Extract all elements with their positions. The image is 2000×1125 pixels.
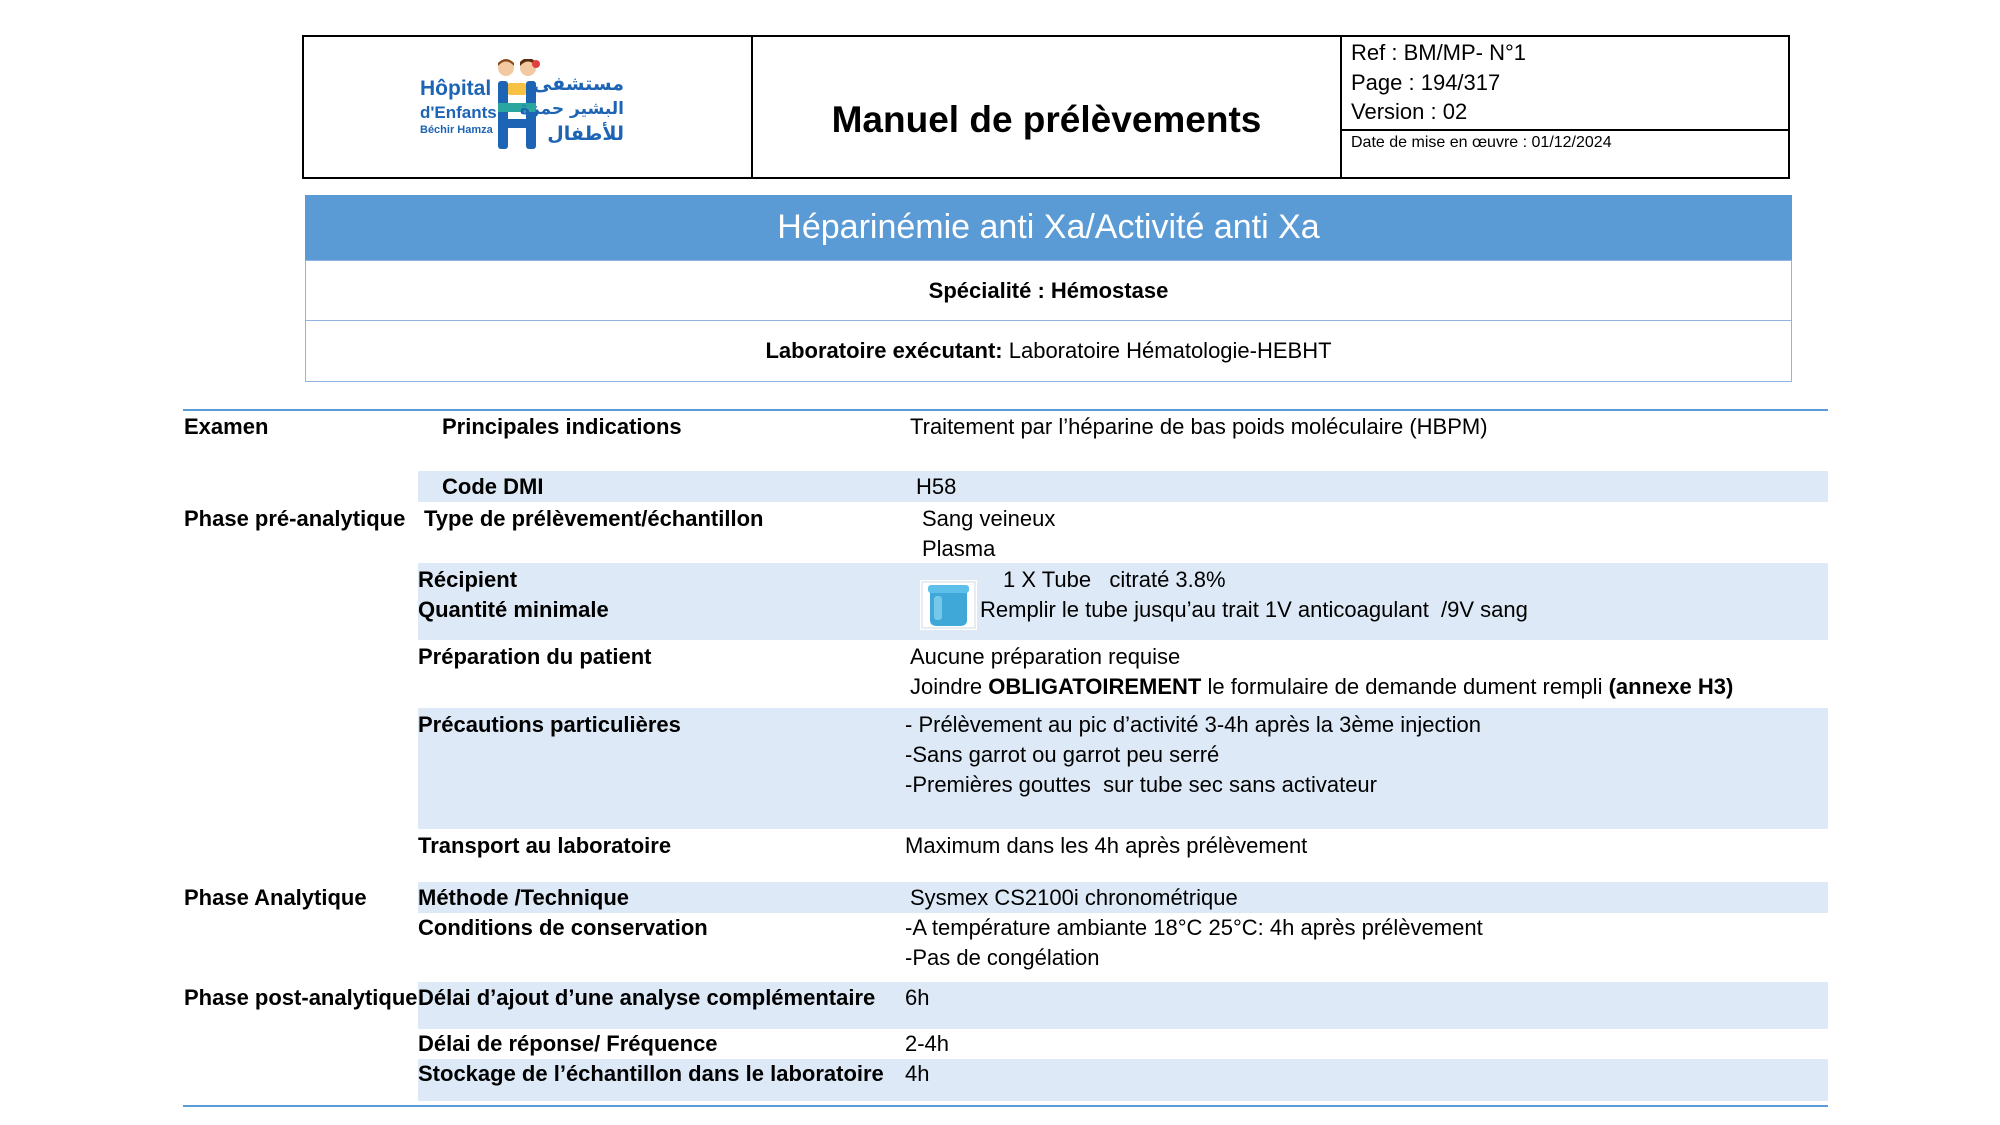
- phase-label: Phase Analytique: [184, 885, 367, 910]
- row-value: Plasma: [922, 536, 996, 561]
- row-label: Transport au laboratoire: [418, 833, 672, 858]
- row-value: Sang veineux: [922, 506, 1056, 531]
- annex-reference: (annexe H3): [1608, 674, 1734, 699]
- row-label: Méthode /Technique: [418, 885, 630, 910]
- laboratory-row: [305, 320, 1792, 382]
- row-value: 1 X Tube citraté 3.8%: [1003, 567, 1226, 592]
- row-label: Préparation du patient: [418, 644, 652, 669]
- row-label: Conditions de conservation: [418, 915, 708, 940]
- header-divider: [1340, 37, 1342, 177]
- laboratory-value: Laboratoire Hématologie-HEBHT: [1008, 338, 1332, 363]
- row-value: - Prélèvement au pic d’activité 3-4h après la 3ème injection: [905, 712, 1481, 737]
- row-label: Récipient: [418, 567, 518, 592]
- row-value: Aucune préparation requise: [910, 644, 1181, 669]
- row-value: Sysmex CS2100i chronométrique: [910, 885, 1238, 910]
- phase-label: Phase pré-analytique: [184, 506, 406, 531]
- row-label: Délai d’ajout d’une analyse complémentaire: [418, 985, 876, 1010]
- row-label: Principales indications: [442, 414, 682, 439]
- logo-text-fr: Hôpital: [420, 77, 492, 100]
- specialty-row: [305, 260, 1792, 321]
- logo-text-ar: البشير حمزة: [519, 99, 624, 119]
- page-number: Page : 194/317: [1351, 70, 1501, 95]
- row-value: H58: [916, 474, 957, 499]
- row-value: -A température ambiante 18°C 25°C: 4h après prélèvement: [905, 915, 1483, 940]
- row-value: Remplir le tube jusqu’au trait 1V anticoagulant /9V sang: [980, 597, 1528, 622]
- specialty-label: Spécialité : Hémostase: [928, 278, 1169, 303]
- row-value: Maximum dans les 4h après prélèvement: [905, 833, 1308, 858]
- emphasis-text: OBLIGATOIREMENT: [988, 674, 1202, 699]
- row-label: Quantité minimale: [418, 597, 609, 622]
- logo-text-ar: مستشفى: [532, 73, 624, 95]
- row-label: Précautions particulières: [418, 712, 681, 737]
- effective-date: Date de mise en œuvre : 01/12/2024: [1351, 134, 1612, 151]
- table-top-rule: [183, 409, 1828, 411]
- test-title: Héparinémie anti Xa/Activité anti Xa: [305, 195, 1792, 260]
- row-value: -Pas de congélation: [905, 945, 1100, 970]
- header-divider: [1340, 129, 1788, 131]
- row-label: Stockage de l’échantillon dans le laboratoire: [418, 1061, 884, 1086]
- phase-label: Phase post-analytique: [184, 985, 418, 1010]
- row-value: 6h: [905, 985, 930, 1010]
- hospital-logo: [414, 59, 624, 159]
- text-part: Joindre: [910, 674, 989, 699]
- logo-text-ar: للأطفال: [547, 123, 624, 145]
- document-header: [302, 35, 1790, 179]
- row-value: [910, 672, 1733, 702]
- row-value: Traitement par l’héparine de bas poids moléculaire (HBPM): [910, 414, 1488, 439]
- document-title: Manuel de prélèvements: [831, 99, 1262, 140]
- row-label: Code DMI: [442, 474, 544, 499]
- blue-cap-tube-icon: [920, 580, 977, 630]
- table-bottom-rule: [183, 1105, 1828, 1107]
- logo-text-fr: d'Enfants: [420, 103, 497, 122]
- version-number: Version : 02: [1351, 99, 1468, 124]
- row-label: Type de prélèvement/échantillon: [424, 506, 764, 531]
- row-value: -Sans garrot ou garrot peu serré: [905, 742, 1220, 767]
- text-part: le formulaire de demande dument rempli: [1201, 674, 1609, 699]
- row-value: -Premières gouttes sur tube sec sans activateur: [905, 772, 1377, 797]
- laboratory-label: Laboratoire exécutant:: [765, 338, 1003, 363]
- logo-text-fr: Béchir Hamza: [420, 124, 493, 136]
- row-value: 2-4h: [905, 1031, 950, 1056]
- row-label: Délai de réponse/ Fréquence: [418, 1031, 718, 1056]
- table-row-band: [418, 471, 1828, 502]
- phase-label: Examen: [184, 414, 269, 439]
- row-value: 4h: [905, 1061, 930, 1086]
- ref-number: Ref : BM/MP- N°1: [1351, 40, 1527, 65]
